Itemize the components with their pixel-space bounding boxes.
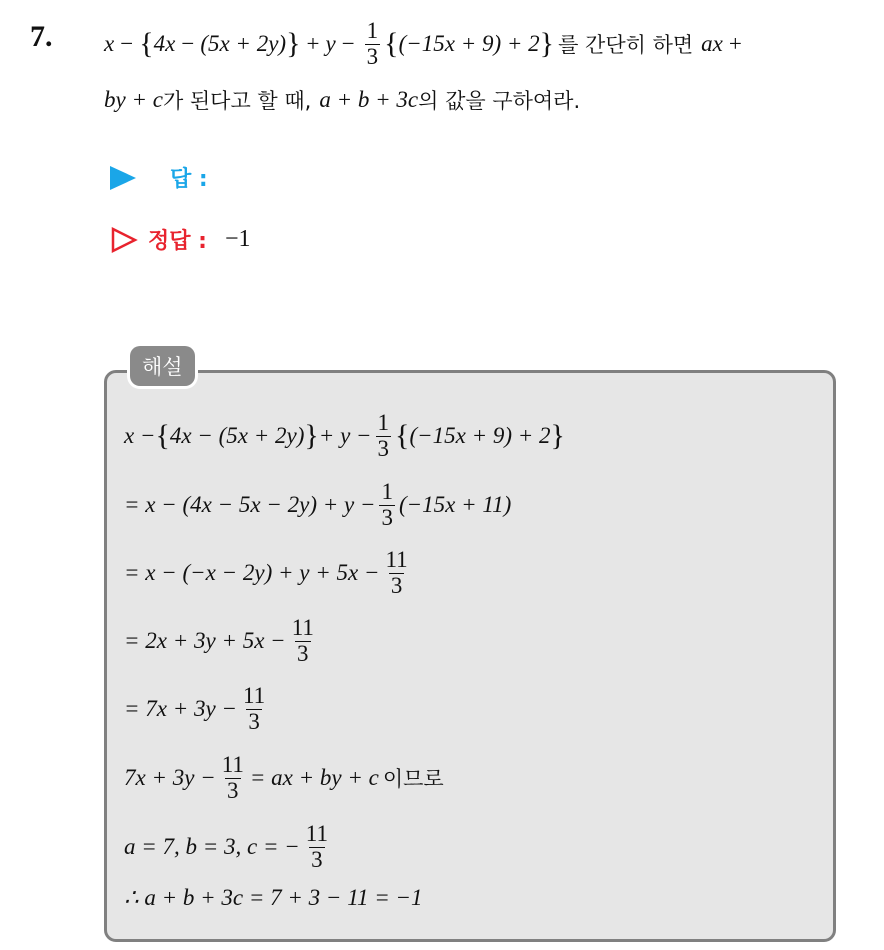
correct-answer-label: 정답 : — [148, 229, 207, 254]
solution-line-2 — [124, 475, 511, 535]
math-brace: } — [304, 419, 319, 452]
math-brace: } — [539, 27, 555, 60]
fraction — [384, 548, 410, 597]
fraction-numerator: 11 — [221, 752, 244, 778]
solution-tab: 해설 — [130, 346, 195, 386]
math-expression: = x − (4x − 5x − 2y) + y − — [124, 492, 376, 517]
fraction-numerator: 11 — [242, 683, 266, 709]
math-term: 4x — [153, 31, 176, 56]
math-term: y — [325, 31, 336, 56]
math-operator: + — [728, 31, 742, 56]
correct-answer-value: −1 — [224, 226, 251, 252]
math-expression: 7x + 3y − — [124, 765, 216, 790]
math-term: a + b + 3c — [319, 87, 419, 112]
solution-line-5 — [124, 679, 271, 739]
math-term: x — [104, 31, 115, 56]
question-number: 7. — [30, 20, 53, 53]
fraction-denominator: 3 — [366, 43, 379, 69]
answer-label: 답 : — [170, 167, 208, 192]
fraction — [290, 616, 316, 665]
fraction — [220, 753, 246, 802]
question-text: 를 간단히 하면 — [558, 33, 694, 57]
answer-row — [110, 162, 208, 193]
math-expression: x − — [124, 423, 156, 448]
fraction-denominator: 3 — [297, 640, 309, 666]
math-brace: { — [395, 419, 410, 452]
fraction-numerator: 1 — [366, 18, 379, 44]
fraction-numerator: 1 — [381, 479, 393, 505]
solution-line-4 — [124, 611, 320, 671]
fraction-denominator: 3 — [381, 504, 393, 530]
math-expression: (−15x + 11) — [398, 492, 512, 517]
outline-triangle-icon — [110, 226, 138, 254]
math-expression: = ax + by + c — [249, 765, 379, 790]
fraction — [379, 480, 395, 529]
fraction-denominator: 3 — [311, 846, 323, 872]
fraction-numerator: 11 — [385, 547, 408, 573]
math-brace: } — [286, 27, 301, 60]
math-expression: = 2x + 3y + 5x − — [124, 628, 286, 653]
question-line-2 — [104, 80, 580, 120]
math-expression: = x − (−x − 2y) + y + 5x − — [124, 560, 380, 585]
solution-line-3 — [124, 543, 414, 603]
math-expression: a = 7, b = 3, c = − — [124, 834, 300, 859]
fraction-numerator: 11 — [291, 615, 314, 641]
math-brace: { — [155, 419, 170, 452]
question-text: 의 값을 구하여라. — [418, 89, 581, 113]
math-term: ax — [701, 31, 723, 56]
fraction-numerator: 1 — [377, 410, 390, 436]
fraction-denominator: 3 — [227, 777, 239, 803]
math-operator: − — [181, 31, 195, 56]
math-operator: + — [306, 31, 320, 56]
math-expression: ∴ a + b + 3c = 7 + 3 − 11 = −1 — [124, 885, 423, 910]
fraction — [365, 19, 381, 68]
fraction — [304, 822, 330, 871]
math-brace: } — [550, 419, 565, 452]
solution-line-6 — [124, 748, 444, 808]
math-brace: { — [139, 27, 154, 60]
math-expression: 4x − (5x + 2y) — [169, 423, 305, 448]
question-line-1 — [104, 14, 748, 74]
fraction — [376, 411, 392, 460]
math-operator: − — [341, 31, 355, 56]
fraction-denominator: 3 — [390, 572, 403, 598]
correct-answer-row — [110, 224, 251, 255]
math-expression: (−15x + 9) + 2 — [409, 423, 551, 448]
math-expression: + y − — [318, 423, 372, 448]
math-operator: − — [120, 31, 134, 56]
solution-line-1 — [124, 406, 565, 466]
fraction — [241, 684, 267, 733]
fraction-numerator: 11 — [305, 821, 328, 847]
question-text: 가 된다고 할 때, — [162, 89, 312, 113]
solution-line-8 — [124, 868, 423, 928]
fraction-denominator: 3 — [377, 435, 390, 461]
math-expression: = 7x + 3y − — [124, 696, 237, 721]
solution-text: 이므로 — [382, 767, 444, 791]
math-term: (−15x + 9) + 2 — [398, 31, 540, 56]
play-triangle-icon — [110, 166, 136, 190]
math-term: (5x + 2y) — [200, 31, 287, 56]
math-term: by + c — [104, 87, 163, 112]
math-brace: { — [384, 27, 399, 60]
fraction-denominator: 3 — [248, 708, 260, 734]
